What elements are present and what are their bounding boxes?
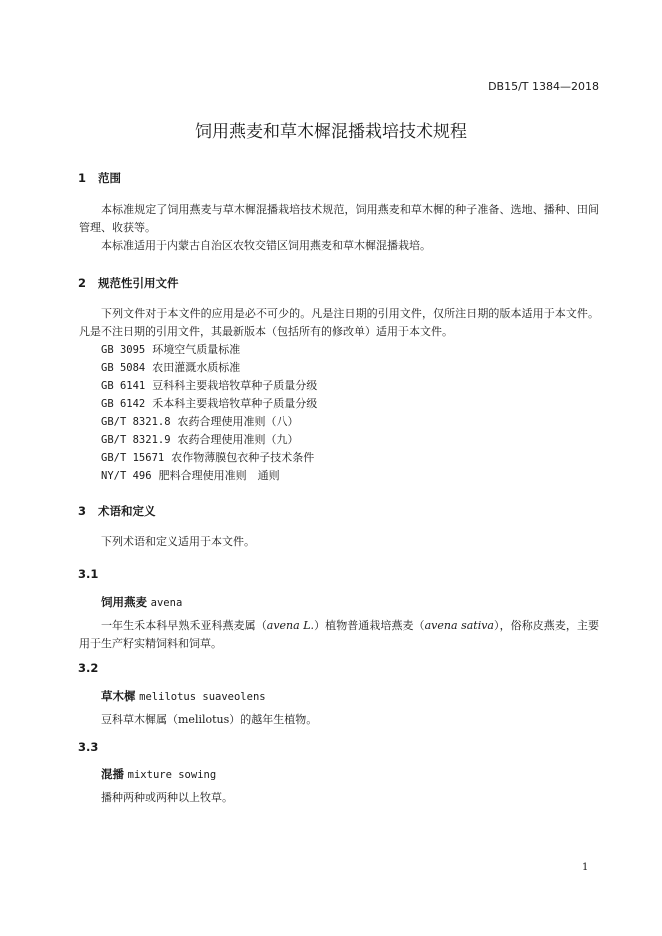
reference-item	[101, 449, 314, 465]
term-en: mixture sowing	[127, 769, 217, 781]
section-heading-terms	[78, 503, 156, 519]
reference-code: GB 5084	[101, 362, 146, 374]
references-intro: 下列文件对于本文件的应用是必不可少的。凡是注日期的引用文件，仅所注日期的版本适用于本文件。凡是不注日期的引用文件，其最新版本（包括所有的修改单）适用于本文件。	[79, 307, 599, 338]
reference-name: 农药合理使用准则（八）	[177, 415, 299, 428]
reference-code: GB 3095	[101, 344, 146, 356]
term-zh: 饲用燕麦	[101, 595, 147, 609]
reference-code: NY/T 496	[101, 470, 152, 482]
term-en: melilotus suaveolens	[139, 691, 266, 703]
scope-paragraph-2: 本标准适用于内蒙古自治区农牧交错区饲用燕麦和草木樨混播栽培。	[101, 239, 431, 252]
definition-latin-name: avena L.	[266, 619, 315, 632]
reference-name: 农田灌溉水质标准	[152, 361, 241, 374]
term-en: avena	[150, 597, 183, 609]
section-title: 术语和定义	[98, 504, 156, 518]
reference-code: GB 6142	[101, 398, 146, 410]
reference-name: 禾本科主要栽培牧草种子质量分级	[152, 397, 318, 410]
reference-item	[101, 395, 317, 411]
term-number: 3.2	[78, 661, 99, 675]
term-number: 3.3	[78, 740, 99, 754]
terms-intro: 下列术语和定义适用于本文件。	[101, 535, 255, 548]
reference-item	[101, 341, 240, 357]
definition-text: ），俗称皮燕麦，主要用于生产籽实精饲料和饲草。	[79, 619, 600, 650]
definition-latin-name: avena sativa	[424, 619, 494, 632]
document-id: DB15/T 1384—2018	[488, 80, 599, 93]
page-number: 1	[582, 862, 589, 873]
term-heading	[101, 594, 182, 610]
reference-name: 农药合理使用准则（九）	[177, 433, 299, 446]
term-definition	[79, 617, 599, 653]
term-heading	[101, 766, 216, 782]
reference-name: 环境空气质量标准	[152, 343, 241, 356]
section-title: 规范性引用文件	[98, 276, 179, 290]
section-title: 范围	[98, 171, 121, 185]
reference-item	[101, 467, 280, 483]
reference-item	[101, 359, 240, 375]
reference-code: GB/T 8321.8	[101, 416, 171, 428]
definition-text: ）植物普通栽培燕麦（	[314, 619, 425, 632]
reference-code: GB/T 8321.9	[101, 434, 171, 446]
term-definition: 播种两种或两种以上牧草。	[101, 791, 233, 804]
reference-item	[101, 413, 299, 429]
term-zh: 混播	[101, 767, 124, 781]
reference-code: GB 6141	[101, 380, 146, 392]
term-zh: 草木樨	[101, 689, 136, 703]
definition-text: 一年生禾本科早熟禾亚科燕麦属（	[101, 619, 267, 632]
reference-name: 肥料合理使用准则 通则	[158, 469, 280, 482]
scope-paragraph-1: 本标准规定了饲用燕麦与草木樨混播栽培技术规范，饲用燕麦和草木樨的种子准备、选地、播种、田间管理、收获等。	[79, 203, 599, 234]
reference-name: 农作物薄膜包衣种子技术条件	[171, 451, 315, 464]
reference-item	[101, 377, 317, 393]
reference-name: 豆科科主要栽培牧草种子质量分级	[152, 379, 318, 392]
term-number: 3.1	[78, 567, 99, 581]
section-number: 2	[78, 276, 87, 290]
section-heading-scope	[78, 170, 121, 186]
section-number: 3	[78, 504, 87, 518]
section-number: 1	[78, 171, 87, 185]
reference-code: GB/T 15671	[101, 452, 165, 464]
document-title: 饲用燕麦和草木樨混播栽培技术规程	[195, 122, 467, 142]
reference-item	[101, 431, 299, 447]
term-heading	[101, 688, 266, 704]
term-definition: 豆科草木樨属（melilotus）的越年生植物。	[101, 713, 318, 726]
section-heading-normative-references	[78, 275, 179, 291]
